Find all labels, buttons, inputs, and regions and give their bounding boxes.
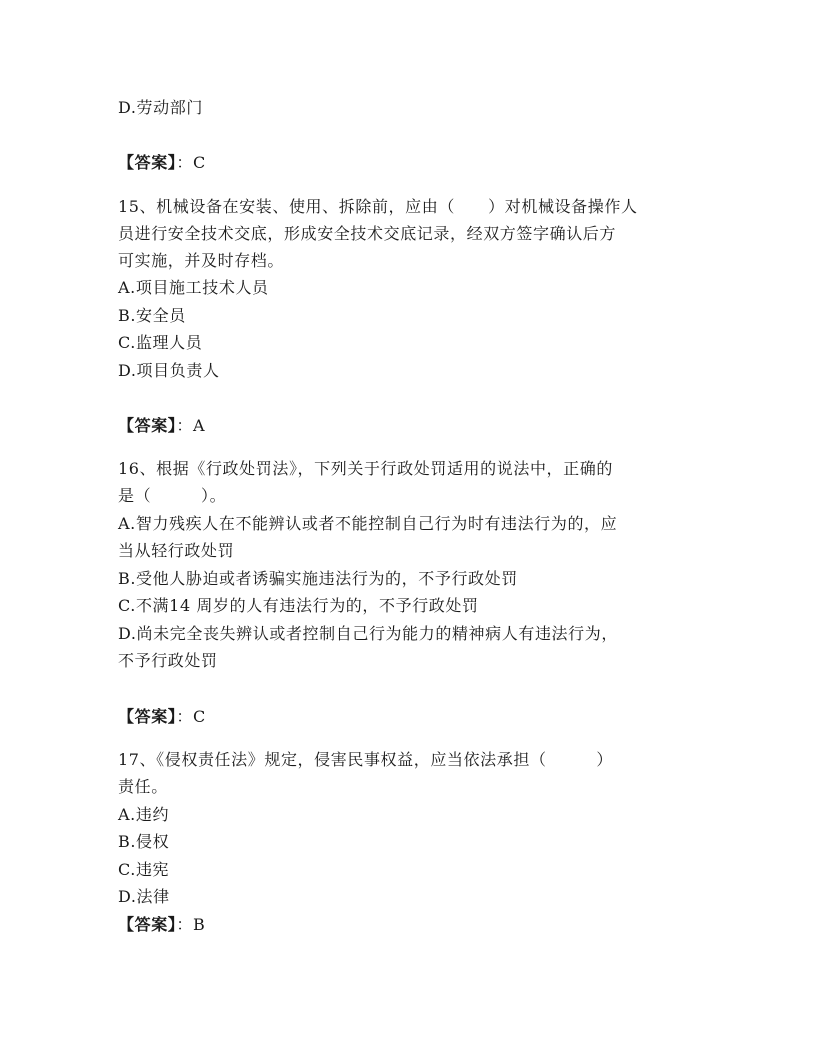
answer-value: A [193, 416, 206, 435]
q16-stem-line2: 是（ ）。 [118, 486, 227, 505]
q17-option-a: A.违约 [118, 805, 170, 824]
answer-separator: ： [176, 416, 194, 435]
q17-option-d: D.法律 [118, 887, 170, 906]
q16-option-a-line2: 当从轻行政处罚 [118, 541, 235, 560]
q14-answer [118, 153, 206, 173]
answer-separator: ： [176, 707, 194, 726]
q15-option-b: B.安全员 [118, 306, 186, 325]
answer-separator: ： [176, 915, 194, 934]
q17-stem-line2: 责任。 [118, 777, 168, 796]
q15-answer [118, 416, 205, 436]
q15-stem-line1: 15、机械设备在安装、使用、拆除前，应由（ ）对机械设备操作人 [118, 197, 638, 216]
q16-answer [118, 707, 206, 727]
q15-option-a: A.项目施工技术人员 [118, 278, 269, 297]
answer-value: C [193, 707, 206, 726]
q16-option-d-line1: D.尚未完全丧失辨认或者控制自己行为能力的精神病人有违法行为， [118, 624, 618, 643]
answer-separator: ： [176, 153, 194, 172]
q16-option-a-line1: A.智力残疾人在不能辨认或者不能控制自己行为时有违法行为的，应 [118, 514, 618, 533]
q15-stem-line3: 可实施，并及时存档。 [118, 251, 285, 270]
answer-label: 【答案】 [118, 915, 177, 934]
answer-value: B [193, 915, 206, 934]
q17-stem-line1: 17、《侵权责任法》规定，侵害民事权益，应当依法承担（ ） [118, 750, 613, 769]
q16-option-d-line2: 不予行政处罚 [118, 651, 218, 670]
q17-answer [118, 915, 205, 935]
q15-option-d: D.项目负责人 [118, 361, 220, 380]
answer-label: 【答案】 [118, 416, 177, 435]
q16-option-b: B.受他人胁迫或者诱骗实施违法行为的，不予行政处罚 [118, 569, 518, 588]
q14-option-d: D.劳动部门 [118, 98, 203, 117]
q17-option-b: B.侵权 [118, 832, 170, 851]
q16-option-c: C.不满14 周岁的人有违法行为的，不予行政处罚 [118, 596, 479, 615]
answer-label: 【答案】 [118, 153, 177, 172]
q17-option-c: C.违宪 [118, 860, 170, 879]
q15-stem-line2: 员进行安全技术交底，形成安全技术交底记录，经双方签字确认后方 [118, 224, 617, 243]
answer-label: 【答案】 [118, 707, 177, 726]
q16-stem-line1: 16、根据《行政处罚法》，下列关于行政处罚适用的说法中，正确的 [118, 459, 613, 478]
answer-value: C [193, 153, 206, 172]
q15-option-c: C.监理人员 [118, 333, 203, 352]
